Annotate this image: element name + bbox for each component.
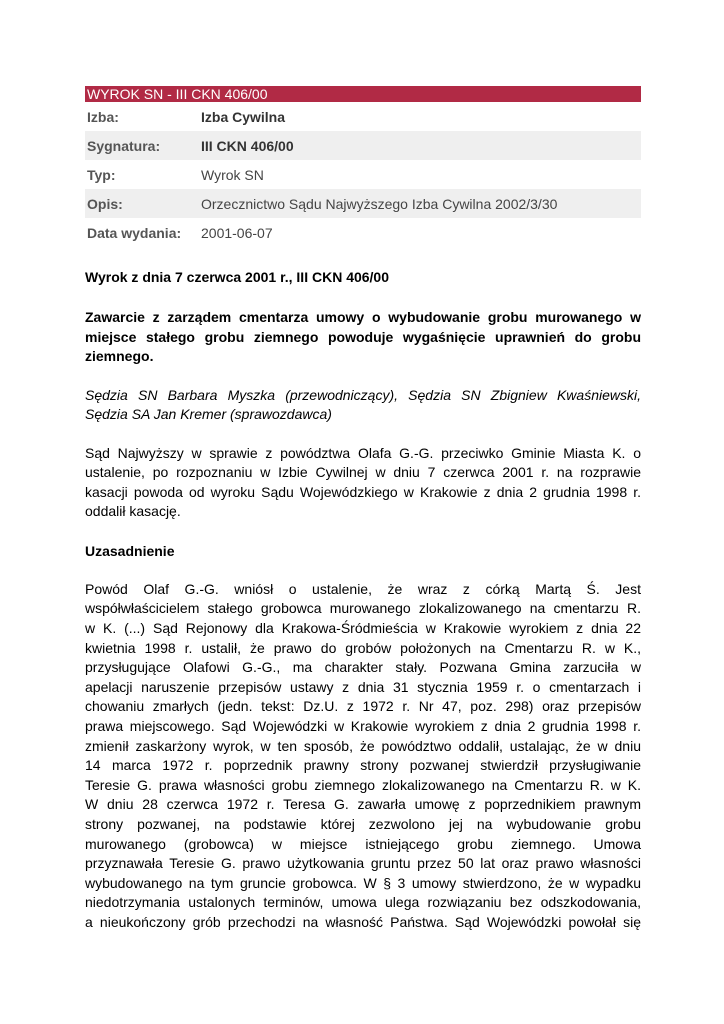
paragraph-line: murowanego (grobowca) w miejsce istniejącego grobu ziemnego. Umowa bbox=[85, 835, 641, 852]
meta-row-description bbox=[85, 189, 641, 218]
meta-value: III CKN 406/00 bbox=[201, 137, 294, 154]
document-title-bar: WYROK SN - III CKN 406/00 bbox=[85, 86, 641, 102]
paragraph-line: Powód Olaf G.-G. wniósł o ustalenie, że wraz z córką Martą Ś. Jest bbox=[85, 580, 641, 597]
meta-value: Izba Cywilna bbox=[201, 108, 286, 125]
meta-row-signature bbox=[85, 131, 641, 160]
paragraph-line: przysługujące Olafowi G.-G., ma charakter stały. Pozwana Gmina zarzuciła w bbox=[85, 659, 641, 676]
paragraph-line: prawa miejscowego. Sąd Wojewódzki w Krakowie wyrokiem z dnia 2 grudnia 1998 r. bbox=[85, 718, 641, 735]
thesis-line: ziemnego. bbox=[85, 348, 154, 364]
justification-paragraph bbox=[85, 580, 641, 933]
paragraph-line: Sąd Najwyższy w sprawie z powództwa Olafa G.-G. przeciwko Gminie Miasta K. o bbox=[85, 444, 641, 461]
sentence-paragraph bbox=[85, 444, 641, 522]
judges-composition bbox=[85, 386, 641, 425]
document-page bbox=[85, 86, 641, 933]
thesis-line: Zawarcie z zarządem cmentarza umowy o wybudowanie grobu murowanego w bbox=[85, 309, 641, 325]
meta-row-issue-date bbox=[85, 218, 641, 247]
paragraph-line: przyznawała Teresie G. prawo użytkowania gruntu przez 50 lat oraz prawo własności bbox=[85, 855, 641, 872]
paragraph-line: strony pozwanej, na podstawie której zezwolono jej na wybudowanie grobu bbox=[85, 816, 641, 832]
thesis bbox=[85, 308, 641, 367]
paragraph-line: współwłaścicielem stałego grobowca murowanego zlokalizowanego na cmentarzu R. bbox=[85, 600, 641, 617]
meta-value: Wyrok SN bbox=[201, 166, 264, 183]
paragraph-line: W dniu 28 czerwca 1972 r. Teresa G. zawarła umowę z poprzednikiem prawnym bbox=[85, 796, 641, 813]
judgment-heading: Wyrok z dnia 7 czerwca 2001 r., III CKN 406/00 bbox=[85, 269, 390, 285]
judges-line: Sędzia SA Jan Kremer (sprawozdawca) bbox=[85, 406, 332, 422]
section-heading: Uzasadnienie bbox=[85, 542, 175, 559]
metadata-table bbox=[85, 102, 641, 247]
paragraph-line: kasacji powoda od wyroku Sądu Wojewódzkiego w Krakowie z dnia 2 grudnia 1998 r. bbox=[85, 483, 641, 500]
paragraph-line: wybudowanego na tym gruncie grobowca. W § 3 umowy stwierdzono, że w wypadku bbox=[85, 874, 641, 891]
paragraph-line: chowaniu zmarłych (jedn. tekst: Dz.U. z 1972 r. Nr 47, poz. 298) oraz przepisów bbox=[85, 698, 641, 715]
meta-label: Izba: bbox=[87, 108, 119, 125]
paragraph-line: kwietnia 1998 r. ustalił, że prawo do grobów położonych na Cmentarzu R. w K., bbox=[85, 639, 641, 656]
meta-label: Data wydania: bbox=[87, 224, 182, 241]
paragraph-line: zmienił zaskarżony wyrok, w ten sposób, że powództwo oddalił, ustalając, że w dniu bbox=[85, 737, 641, 754]
paragraph-line: 14 marca 1972 r. poprzednik prawny strony pozwanej stwierdził przysługiwanie bbox=[85, 757, 641, 774]
meta-label: Sygnatura: bbox=[87, 137, 161, 154]
meta-label: Opis: bbox=[87, 195, 123, 212]
paragraph-line: a nieukończony grób przechodzi na własność Państwa. Sąd Wojewódzki powołał się bbox=[85, 913, 641, 930]
meta-row-type bbox=[85, 160, 641, 189]
meta-row-chamber bbox=[85, 102, 641, 131]
paragraph-line: niedotrzymania ustalonych terminów, umowa ulega rozwiązaniu bez odszkodowania, bbox=[85, 894, 641, 911]
paragraph-line: ustalenie, po rozpoznaniu w Izbie Cywilnej w dniu 7 czerwca 2001 r. na rozprawie bbox=[85, 464, 641, 481]
meta-value: Orzecznictwo Sądu Najwyższego Izba Cywilna 2002/3/30 bbox=[201, 195, 558, 212]
meta-label: Typ: bbox=[87, 166, 116, 183]
paragraph-line: apelacji naruszenie przepisów ustawy z dnia 31 stycznia 1959 r. o cmentarzach i bbox=[85, 678, 641, 695]
judges-line: Sędzia SN Barbara Myszka (przewodniczący), Sędzia SN Zbigniew Kwaśniewski, bbox=[85, 386, 641, 403]
meta-value: 2001-06-07 bbox=[201, 224, 273, 241]
paragraph-line: oddalił kasację. bbox=[85, 503, 181, 520]
paragraph-line: Teresie G. prawa własności grobu ziemnego zlokalizowanego na Cmentarzu R. w K. bbox=[85, 776, 641, 793]
paragraph-line: w K. (...) Sąd Rejonowy dla Krakowa-Śródmieścia w Krakowie wyrokiem z dnia 22 bbox=[85, 620, 641, 637]
thesis-line: miejsce stałego grobu ziemnego powoduje wygaśnięcie uprawnień do grobu bbox=[85, 328, 641, 345]
